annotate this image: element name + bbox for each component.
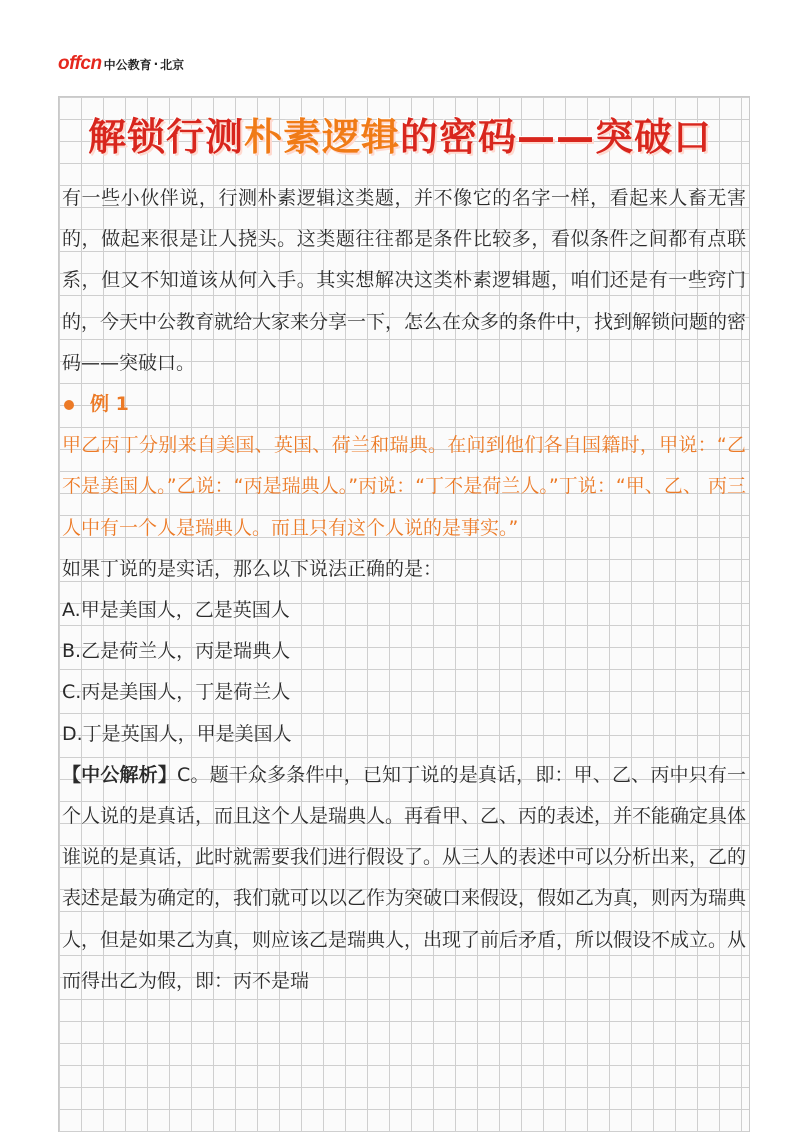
article-body	[62, 178, 746, 1002]
option-d: D.丁是英国人，甲是美国人	[62, 722, 292, 745]
title-part-1: 解锁行测	[87, 115, 244, 159]
brand-city: 北京	[160, 57, 185, 72]
example-problem: 甲乙丙丁分别来自美国、英国、荷兰和瑞典。在问到他们各自国籍时，甲说：“乙不是美国人。”乙说：“丙是瑞典人。”丙说：“丁不是荷兰人。”丁说：“甲、乙、 丙三人中有一个人是瑞典人。而且只有这个人说的是事实。”	[62, 434, 746, 539]
option-a: A.甲是美国人，乙是英国人	[62, 599, 290, 622]
analysis-paragraph	[62, 755, 746, 1002]
intro-paragraph: 有一些小伙伴说，行测朴素逻辑这类题，并不像它的名字一样，看起来人畜无害的，做起来很是让人挠头。这类题往往都是条件比较多，看似条件之间都有点联系，但又不知道该从何入手。其实想解决这类朴素逻辑题，咱们还是有一些窍门的，今天中公教育就给大家来分享一下，怎么在众多的条件中，找到解锁问题的密码——突破口。	[62, 187, 747, 374]
brand-logo	[58, 52, 184, 76]
analysis-label: 【中公解析】	[62, 763, 177, 786]
bullet-dot-icon	[64, 400, 74, 410]
page-title	[0, 106, 800, 161]
option-c: C.丙是美国人，丁是荷兰人	[62, 681, 291, 704]
title-highlight: 朴素逻辑	[243, 115, 400, 159]
answer-options	[62, 590, 746, 755]
example-question: 如果丁说的是实话，那么以下说法正确的是：	[62, 557, 443, 580]
title-part-2: 的密码——突破口	[400, 115, 713, 159]
analysis-text: C。题干众多条件中，已知丁说的是真话，即：甲、乙、丙中只有一个人说的是真话，而且这个人是瑞典人。再看甲、乙、丙的表述，并不能确定具体谁说的是真话，此时就需要我们进行假设了。从三人的表述中可以分析出来，乙的表述是最为确定的，我们就可以以乙作为突破口来假设，假如乙为真，则丙为瑞典人，但是如果乙为真，则应该乙是瑞典人，出现了前后矛盾，所以假设不成立。从而得出乙为假，即：丙不是瑞	[62, 763, 747, 992]
example-label: 例 1	[90, 393, 129, 416]
brand-separator: ·	[153, 57, 159, 71]
example-heading	[62, 384, 746, 425]
offcn-logo-mark: offcn	[58, 53, 102, 74]
option-b: B.乙是荷兰人，丙是瑞典人	[62, 640, 291, 663]
brand-name: 中公教育	[103, 57, 152, 72]
